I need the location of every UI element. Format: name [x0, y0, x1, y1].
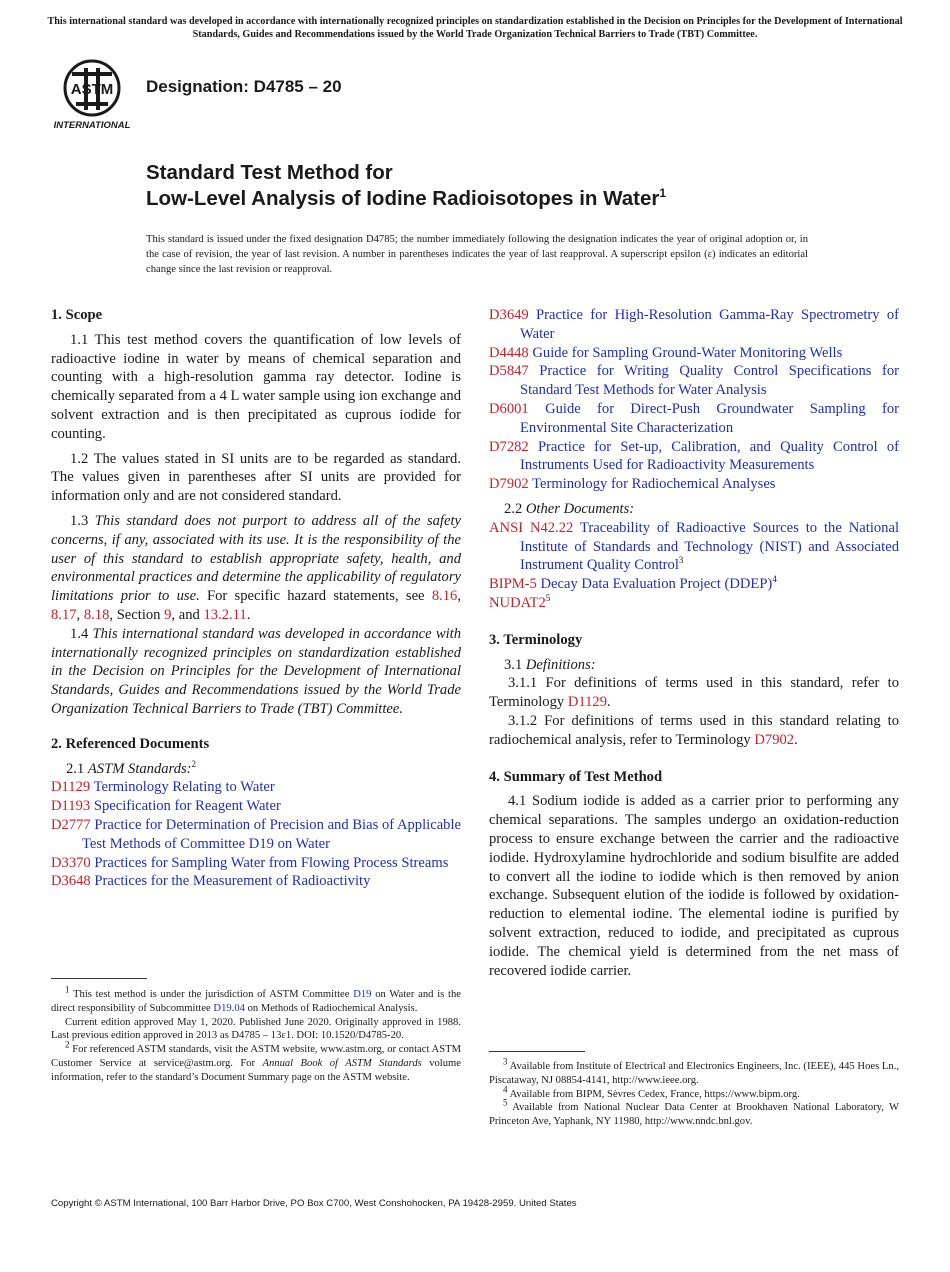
footnote-5: [489, 1097, 899, 1129]
ref-sup: 3: [678, 555, 684, 566]
title-line-2-text: Low-Level Analysis of Iodine Radioisotopes in Water: [146, 187, 660, 210]
ref-code[interactable]: ANSI N42.22: [489, 519, 574, 536]
para-1-3-and: , and: [171, 606, 204, 623]
link-d7902[interactable]: D7902: [754, 731, 795, 748]
link-d19[interactable]: D19: [353, 989, 372, 1000]
ref-code[interactable]: D2777: [51, 816, 91, 833]
fn3-text: Available from Institute of Electrical and Electronics Engineers, Inc. (IEEE), 445 Hoes Ln., Piscataway, NJ 08854-4141, http://www.ieee.org.: [489, 1061, 899, 1086]
ref-code[interactable]: D4448: [489, 344, 529, 361]
footnote-3: [489, 1056, 899, 1088]
para-1-4-num: 1.4: [70, 625, 93, 642]
para-4-1: 4.1 Sodium iodide is added as a carrier prior to performing any chemical separations. The samples undergo an oxidation-reduction process to ensure exchange between the carrier and the radioactive iodide. Hydroxylamine hydrochloride and sodium bisulfite are added to convert all the iodine to iodide which is then removed by anion exchange. Subsequent elution of the iodide is followed by oxidation-reduction to elemental iodine. The elemental iodine is purified by solvent extraction, reduced to iodide, and precipitated as cuprous iodide. The chemical yield is determined from the net mass of recovered iodide carrier.: [489, 793, 899, 979]
ref-d3649[interactable]: [489, 306, 899, 344]
astm-label-num: 2.1: [66, 760, 88, 777]
para-1-1: 1.1 This test method covers the quantification of low levels of radioactive iodine in water by means of chemical separation and counting with a high-resolution gamma ray detector. Iodine is chemically separated from a 4 L water sample using ion exchange and solvent extraction and is then precipitated as cuprous iodide for counting.: [51, 331, 461, 442]
para-3-1-2-text: 3.1.2 For definitions of terms used in this standard relating to radiochemical analysis, refer to Terminology: [489, 712, 899, 748]
section-1-heading: 1. Scope: [51, 307, 103, 323]
fn4-text: Available from BIPM, Sèvres Cedex, France, https://www.bipm.org.: [507, 1088, 800, 1100]
ref-title[interactable]: Practices for the Measurement of Radioactivity: [94, 873, 371, 890]
other-documents-label: [489, 500, 899, 519]
ref-title[interactable]: Practices for Sampling Water from Flowing Process Streams: [94, 854, 449, 871]
ref-bipm-5[interactable]: [489, 575, 899, 594]
ref-d3648[interactable]: [51, 872, 461, 891]
ref-code[interactable]: D3649: [489, 307, 529, 323]
ref-title[interactable]: Guide for Sampling Ground-Water Monitoring Wells: [532, 344, 843, 361]
fn1-a: This test method is under the jurisdiction of ASTM Committee: [69, 989, 354, 1000]
footnotes-right: [489, 1056, 899, 1129]
ref-title[interactable]: Practice for Determination of Precision and Bias of Applicable Test Methods of Committee D19 on Water: [82, 816, 461, 852]
title-line-1: Standard Test Method for: [146, 161, 393, 184]
other-label-text: Other Documents:: [525, 500, 635, 517]
ref-title[interactable]: Practice for Set-up, Calibration, and Quality Control of Instruments Used for Radioactivity Measurements: [520, 438, 899, 474]
logo-mark-text: ASTM: [70, 81, 114, 98]
section-2-heading: 2. Referenced Documents: [51, 735, 210, 752]
copyright: Copyright © ASTM International, 100 Barr Harbor Drive, PO Box C700, West Conshohocken, PA 19428-2959. United States: [51, 1198, 577, 1209]
link-8-18[interactable]: 8.18: [83, 606, 110, 623]
logo-sub-text: INTERNATIONAL: [53, 120, 131, 131]
ref-code[interactable]: NUDAT2: [489, 594, 546, 611]
footnote-1: [51, 984, 461, 1016]
ref-d1193[interactable]: [51, 797, 461, 816]
para-3-1-1-text: 3.1.1 For definitions of terms used in this standard, refer to Terminology: [489, 675, 899, 711]
footnote-2: [51, 1039, 461, 1084]
para-3-1-num: 3.1: [504, 656, 526, 673]
fn2-b: volume information, refer to the standard’s Document Summary page on the ASTM website.: [51, 1057, 461, 1083]
right-column: [489, 306, 899, 986]
ref-sup: 5: [545, 593, 551, 604]
ref-title[interactable]: Practice for Writing Quality Control Specifications for Standard Test Methods for Water Analysis: [520, 363, 899, 399]
designation: Designation: D4785 – 20: [146, 77, 342, 96]
astm-logo-mark: [52, 58, 136, 132]
title-line-2: [146, 186, 666, 212]
footnotes-left: [51, 984, 461, 1085]
para-3-1: [489, 656, 899, 675]
link-8-17[interactable]: 8.17: [51, 606, 77, 623]
ref-d6001[interactable]: [489, 400, 899, 438]
ref-code[interactable]: D1193: [51, 798, 91, 815]
fn1-b: on Water and is the direct responsibility of Subcommittee: [51, 989, 461, 1014]
footnote-rule-right: [489, 1051, 585, 1052]
para-1-4: [51, 625, 461, 719]
ref-d3370[interactable]: [51, 854, 461, 873]
para-3-1-label: Definitions:: [525, 656, 596, 673]
link-13-2-11[interactable]: 13.2.11: [203, 606, 247, 623]
link-section-9[interactable]: 9: [164, 606, 172, 623]
link-d1129[interactable]: D1129: [567, 694, 608, 711]
ref-sup: 4: [772, 574, 777, 585]
fn5-text: Available from National Nuclear Data Center at Brookhaven National Laboratory, W Princeton Ave, Yaphank, NY 11980, http://www.nndc.bnl.gov.: [489, 1102, 899, 1128]
title-footnote-mark: 1: [659, 186, 667, 201]
ref-title[interactable]: Traceability of Radioactive Sources to the National Institute of Standards and Technology (NIST) and Associated Instrument Quality Control: [520, 519, 899, 574]
ref-code[interactable]: D7282: [489, 438, 529, 455]
para-3-1-1-end: .: [607, 694, 611, 711]
ref-nudat2[interactable]: [489, 594, 899, 613]
footnote-rule-left: [51, 978, 147, 979]
fn3-sup: 3: [503, 1056, 508, 1067]
ref-code[interactable]: BIPM-5: [489, 576, 537, 593]
fn2-sup: 2: [65, 1039, 70, 1050]
astm-logo: [52, 58, 136, 132]
ref-code[interactable]: D6001: [489, 400, 529, 417]
ref-title[interactable]: Decay Data Evaluation Project (DDEP): [540, 576, 773, 593]
ref-title[interactable]: Terminology Relating to Water: [93, 779, 275, 796]
ref-title[interactable]: Guide for Direct-Push Groundwater Sampling for Environmental Site Characterization: [520, 400, 900, 436]
fn2-italic: Annual Book of ASTM Standards: [262, 1057, 422, 1069]
ref-ansi-n42-22[interactable]: [489, 519, 899, 575]
other-label-num: 2.2: [504, 500, 526, 517]
ref-d1129[interactable]: [51, 778, 461, 797]
ref-code[interactable]: D7902: [489, 476, 529, 493]
fn1-sup: 1: [65, 984, 70, 995]
issuance-note: This standard is issued under the fixed designation D4785; the number immediately following the designation indicates the year of original adoption or, in the case of revision, the year of last revision. A number in parentheses indicates the year of last reapproval. A superscript epsilon (ε) indicates an editorial change since the last revision or reapproval.: [146, 234, 808, 275]
ref-d5847[interactable]: [489, 362, 899, 400]
left-column: [51, 306, 461, 891]
ref-code[interactable]: D3648: [51, 873, 91, 890]
footnote-1-edition: Current edition approved May 1, 2020. Published June 2020. Originally approved in 1988. Last previous edition approved in 2013 as D4785 – 13ε1. DOI: 10.1520/D4785-20.: [51, 1016, 461, 1042]
link-8-16[interactable]: 8.16: [431, 588, 458, 605]
astm-standards-label: [51, 760, 461, 779]
ref-title[interactable]: Specification for Reagent Water: [93, 798, 281, 815]
fn4-sup: 4: [503, 1084, 508, 1095]
section-4-heading: 4. Summary of Test Method: [489, 768, 663, 785]
ref-code[interactable]: D3370: [51, 854, 91, 871]
ref-d7902[interactable]: [489, 475, 899, 494]
fn5-sup: 5: [503, 1097, 508, 1108]
ref-d4448[interactable]: [489, 344, 899, 363]
fn2-a: For referenced ASTM standards, visit the ASTM website, www.astm.org, or contact ASTM Customer Service at service@astm.org. For: [51, 1044, 461, 1069]
fn1-c: on Methods of Radiochemical Analysis.: [244, 1002, 418, 1014]
link-d19-04[interactable]: D19.04: [213, 1002, 245, 1014]
ref-title[interactable]: Practice for High-Resolution Gamma-Ray Spectrometry of Water: [520, 307, 899, 342]
footnote-4: [489, 1084, 899, 1102]
para-1-3-num: 1.3: [70, 512, 95, 529]
para-1-3: 1.3 This standard does not purport to address all of the safety concerns, if any, associated with its use. It is the responsibility of the user of this standard to establish appropriate safety, health, and environmental practices and determine the applicability of regulatory limitations prior to use. For specific hazard statements, see 8.16, 8.17, 8.18, Section 9, and 13.2.11.: [51, 512, 462, 623]
ref-title[interactable]: Terminology for Radiochemical Analyses: [532, 476, 776, 493]
para-1-3-section: , Section: [109, 606, 165, 623]
astm-label-text: ASTM Standards:: [87, 760, 192, 777]
ref-d2777[interactable]: [51, 816, 461, 854]
para-1-3-tail: For specific hazard statements, see: [199, 588, 432, 605]
ref-d7282[interactable]: [489, 438, 899, 476]
para-3-1-2-end: .: [794, 731, 798, 748]
para-1-3-end: .: [246, 606, 251, 623]
para-3-1-2: [489, 712, 899, 750]
para-1-2: 1.2 The values stated in SI units are to be regarded as standard. The values given in parentheses after SI units are provided for information only and are not considered standard.: [51, 450, 461, 505]
document-title: [146, 160, 666, 212]
top-notice: This international standard was developed in accordance with internationally recognized principles on standardization established in the Decision on Principles for the Development of International Standards, Guides and Recommendations issued by the World Trade Organization Technical Barriers to Trade (TBT) Committee.: [47, 16, 903, 41]
section-3-heading: 3. Terminology: [489, 631, 583, 648]
astm-label-sup: 2: [191, 758, 197, 769]
ref-code[interactable]: D5847: [489, 363, 529, 380]
para-1-4-italic: This international standard was developed in accordance with internationally recognized principles on standardization established in the Decision on Principles for the Development of International Standards, Guides and Recommendations issued by the World Trade Organization Technical Barriers to Trade (TBT) Committee.: [51, 625, 462, 717]
ref-code[interactable]: D1129: [51, 779, 91, 796]
para-3-1-1: [489, 674, 899, 712]
para-1-3-italic: This standard does not purport to address all of the safety concerns, if any, associated with its use. It is the responsibility of the user of this standard to establish appropriate safety, health, and environmental practices and determine the applicability of regulatory limitations prior to use.: [51, 512, 461, 605]
